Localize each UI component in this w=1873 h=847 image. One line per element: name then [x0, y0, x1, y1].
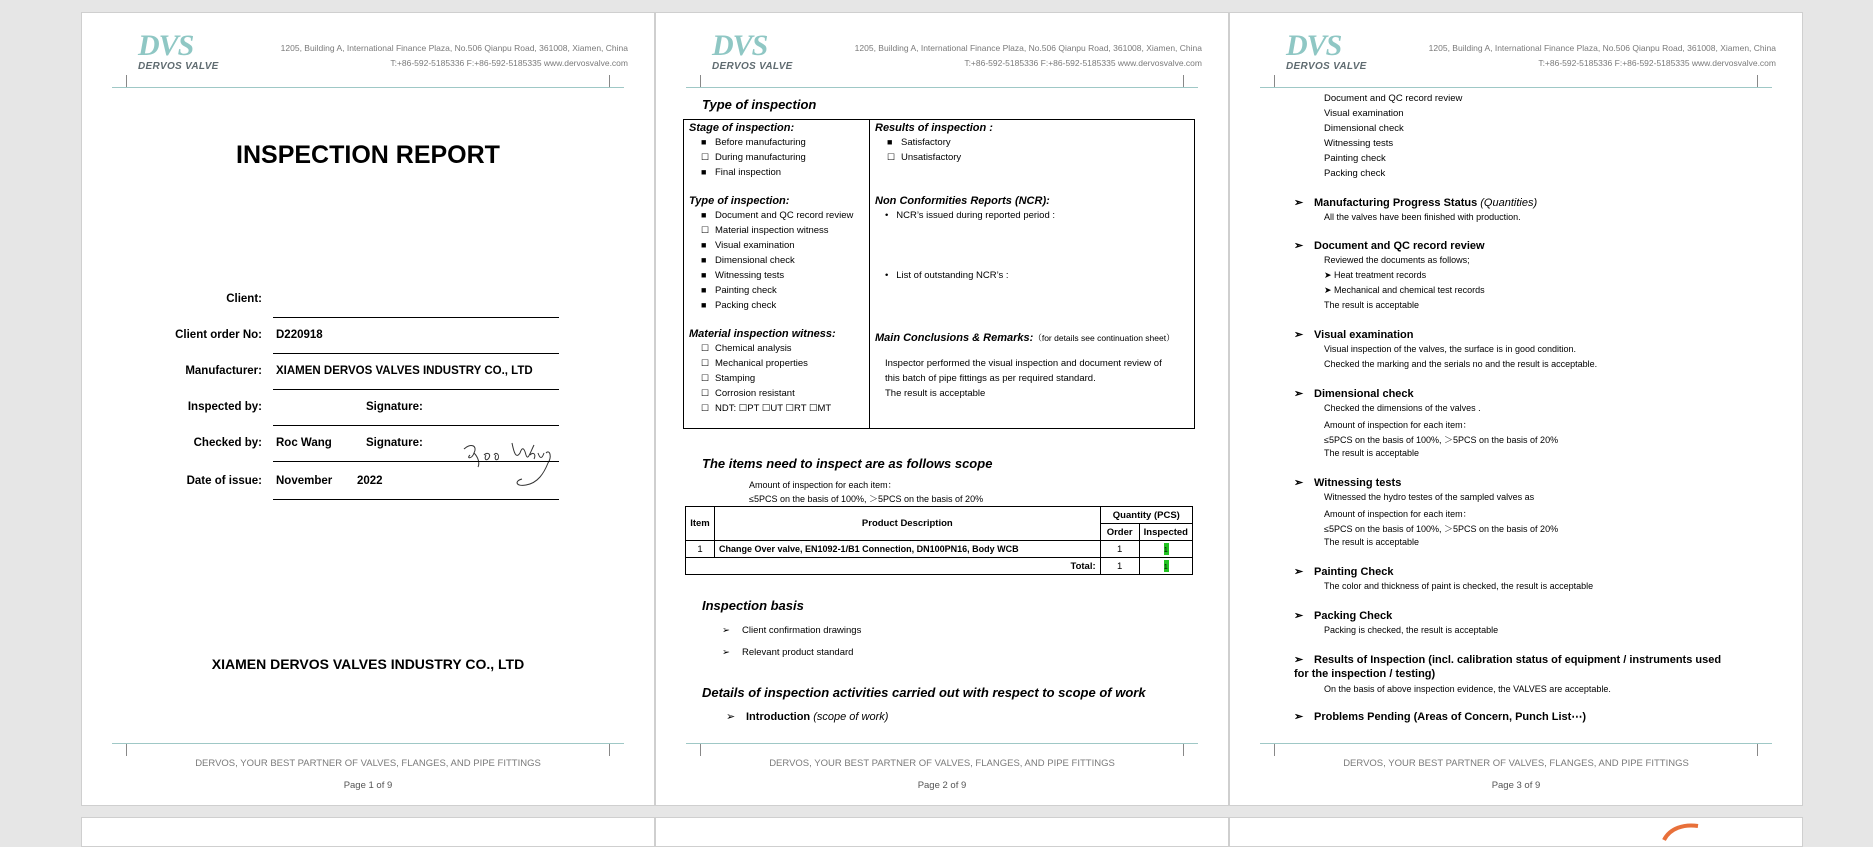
dimensional-text: The result is acceptable — [1324, 448, 1420, 458]
material-item: ☐ Stamping — [701, 373, 756, 384]
logo-subtitle: DERVOS VALVE — [138, 61, 219, 72]
page-number: Page 1 of 9 — [343, 780, 393, 791]
scope-list-item: Painting check — [1324, 153, 1386, 164]
signature-label-2: Signature: — [366, 437, 423, 449]
doc-text: ➤ Mechanical and chemical test records — [1324, 285, 1485, 295]
header-rule — [1260, 87, 1772, 88]
packing-heading: ➢ Packing Check — [1294, 610, 1393, 622]
witnessing-text: ≤5PCS on the basis of 100%, ＞5PCS on the basis of 20% — [1324, 524, 1559, 534]
arrow-icon: ➢ — [1294, 477, 1304, 489]
contact-line: T:+86-592-5185336 F:+86-592-5185335 www.dervosvalve.com — [1538, 58, 1776, 68]
header-item: Item — [686, 507, 715, 541]
visual-heading: ➢ Visual examination — [1294, 329, 1414, 341]
checkbox-icon: ☐ — [887, 152, 896, 162]
stage-item: ☐ During manufacturing — [701, 152, 806, 163]
arrow-icon: ➢ — [1294, 711, 1304, 723]
checkbox-icon: ■ — [887, 137, 893, 147]
checkbox-icon: ■ — [701, 270, 707, 280]
type-item: ■ Packing check — [701, 300, 777, 311]
dimensional-heading: ➢ Dimensional check — [1294, 388, 1414, 400]
page-5-preview — [655, 817, 1229, 847]
date-month: November — [276, 475, 333, 487]
results-heading: ➢ Results of Inspection (incl. calibration status of equipment / instruments used — [1294, 654, 1722, 666]
total-order: 1 — [1100, 558, 1139, 575]
cell-item: 1 — [686, 541, 715, 558]
logo-text: DVS — [712, 29, 768, 62]
inspected-by-label: Inspected by: — [187, 401, 262, 413]
checked-underline — [273, 461, 559, 462]
order-underline — [273, 353, 559, 354]
type-item: ■ Witnessing tests — [701, 270, 785, 281]
doc-text: ➤ Heat treatment records — [1324, 270, 1427, 280]
checkbox-icon: ☐ — [701, 373, 710, 383]
header-address — [281, 41, 628, 71]
basis-item: ➢ Client confirmation drawings — [722, 625, 862, 636]
ncr-title: Non Conformities Reports (NCR): — [875, 195, 1050, 207]
header-description: Product Description — [715, 507, 1101, 541]
checkbox-icon: ■ — [701, 240, 707, 250]
order-label: Client order No: — [175, 329, 262, 341]
arrow-icon: ➢ — [1294, 610, 1304, 622]
client-label: Client: — [226, 293, 262, 305]
header-address — [1429, 41, 1776, 71]
table-header-row — [686, 507, 1193, 524]
stage-item: ■ Before manufacturing — [701, 137, 806, 148]
details-heading: Details of inspection activities carried out with respect to scope of work — [702, 685, 1146, 700]
checkbox-icon: ☐ — [701, 358, 710, 368]
page-4-preview — [81, 817, 655, 847]
footer-corner-right — [609, 743, 624, 756]
footer-tagline: DERVOS, YOUR BEST PARTNER OF VALVES, FLANGES, AND PIPE FITTINGS — [195, 758, 541, 769]
table-row — [686, 541, 1193, 558]
contact-line: T:+86-592-5185336 F:+86-592-5185335 www.dervosvalve.com — [964, 58, 1202, 68]
scope-line: Amount of inspection for each item： — [749, 480, 897, 490]
page-2 — [655, 12, 1229, 806]
ncr-item: • List of outstanding NCR’s : — [885, 270, 1009, 281]
arrow-icon: ➢ — [722, 625, 730, 636]
header-rule — [686, 87, 1198, 88]
visual-text: Visual inspection of the valves, the surface is in good condition. — [1324, 344, 1576, 354]
logo-text: DVS — [138, 29, 194, 62]
checkbox-icon: ■ — [701, 255, 707, 265]
manufacturer-value: XIAMEN DERVOS VALVES INDUSTRY CO., LTD — [276, 365, 533, 377]
page-number: Page 3 of 9 — [1491, 780, 1541, 791]
date-label: Date of issue: — [186, 475, 262, 487]
stage-title: Stage of inspection: — [689, 122, 795, 134]
material-item: ☐ Corrosion resistant — [701, 388, 795, 399]
mps-text: All the valves have been finished with production. — [1324, 212, 1521, 222]
basis-heading: Inspection basis — [702, 598, 804, 613]
arrow-icon: ➢ — [1294, 329, 1304, 341]
address-line: 1205, Building A, International Finance Plaza, No.506 Qianpu Road, 361008, Xiamen, China — [280, 43, 628, 53]
total-inspected: 1 — [1139, 558, 1192, 575]
table-total-row — [686, 558, 1193, 575]
doc-text: Reviewed the documents as follows; — [1324, 255, 1470, 265]
header-inspected: Inspected — [1139, 524, 1192, 541]
logo-fragment-icon — [1660, 820, 1700, 842]
material-item: ☐ NDT: ☐PT ☐UT ☐RT ☐MT — [701, 403, 832, 414]
material-title: Material inspection witness: — [689, 328, 836, 340]
cell-inspected: 1 — [1139, 541, 1192, 558]
arrow-icon: ➢ — [1294, 566, 1304, 578]
footer-rule — [686, 743, 1198, 744]
date-year: 2022 — [357, 475, 383, 487]
visual-text: Checked the marking and the serials no and the result is acceptable. — [1324, 359, 1598, 369]
conclusions-text: Inspector performed the visual inspection and document review of — [885, 358, 1162, 369]
conclusions-text: The result is acceptable — [885, 388, 986, 399]
arrow-icon: ➢ — [1294, 240, 1304, 252]
painting-text: The color and thickness of paint is checked, the result is acceptable — [1324, 581, 1594, 591]
dimensional-text: Amount of inspection for each item： — [1324, 420, 1472, 430]
results-heading-cont: for the inspection / testing) — [1294, 668, 1436, 680]
page-6-preview — [1229, 817, 1803, 847]
footer-corner-left — [686, 743, 701, 756]
page-3 — [1229, 12, 1803, 806]
footer-tagline: DERVOS, YOUR BEST PARTNER OF VALVES, FLANGES, AND PIPE FITTINGS — [1343, 758, 1689, 769]
results-item: ■ Satisfactory — [887, 137, 951, 148]
company-name: XIAMEN DERVOS VALVES INDUSTRY CO., LTD — [211, 656, 525, 672]
footer-corner-left — [1260, 743, 1275, 756]
results-title: Results of inspection : — [875, 122, 993, 134]
company-logo — [1286, 31, 1372, 75]
arrow-icon: ➢ — [1294, 197, 1304, 209]
arrow-icon: ➢ — [1294, 388, 1304, 400]
checkbox-icon: ☐ — [701, 403, 710, 413]
packing-text: Packing is checked, the result is acceptable — [1324, 625, 1499, 635]
arrow-icon: ➢ — [1294, 654, 1304, 666]
type-item: ■ Painting check — [701, 285, 777, 296]
header-rule — [112, 87, 624, 88]
results-item: ☐ Unsatisfactory — [887, 152, 962, 163]
contact-line: T:+86-592-5185336 F:+86-592-5185335 www.dervosvalve.com — [390, 58, 628, 68]
dimensional-text: Checked the dimensions of the valves . — [1324, 403, 1481, 413]
checkbox-icon: ☐ — [701, 152, 710, 162]
summary-divider — [869, 119, 870, 429]
checked-by-value: Roc Wang — [276, 437, 332, 449]
scope-list-item: Document and QC record review — [1324, 93, 1463, 104]
header-address — [855, 41, 1202, 71]
header-quantity: Quantity (PCS) — [1100, 507, 1192, 524]
witnessing-text: Witnessed the hydro testes of the sampled valves as — [1324, 492, 1535, 502]
checkbox-icon: ■ — [701, 210, 707, 220]
items-table — [685, 506, 1193, 575]
mps-heading: ➢ Manufacturing Progress Status (Quantities) — [1294, 197, 1538, 209]
checkbox-icon: ■ — [701, 285, 707, 295]
type-item: ■ Visual examination — [701, 240, 795, 251]
signature-label: Signature: — [366, 401, 423, 413]
dimensional-text: ≤5PCS on the basis of 100%, ＞5PCS on the basis of 20% — [1324, 435, 1559, 445]
address-line: 1205, Building A, International Finance Plaza, No.506 Qianpu Road, 361008, Xiamen, China — [854, 43, 1202, 53]
total-label: Total: — [686, 558, 1101, 575]
arrow-icon: ➢ — [722, 647, 730, 658]
footer-corner-left — [112, 743, 127, 756]
footer-corner-right — [1183, 743, 1198, 756]
stage-item: ■ Final inspection — [701, 167, 782, 178]
footer-rule — [1260, 743, 1772, 744]
conclusions-title: Main Conclusions & Remarks:（for details see continuation sheet） — [875, 332, 1175, 344]
scope-list-item: Packing check — [1324, 168, 1386, 179]
address-line: 1205, Building A, International Finance Plaza, No.506 Qianpu Road, 361008, Xiamen, China — [1428, 43, 1776, 53]
arrow-icon: ➢ — [726, 711, 736, 723]
material-item: ☐ Mechanical properties — [701, 358, 808, 369]
type-item: ■ Dimensional check — [701, 255, 795, 266]
doc-heading: ➢ Document and QC record review — [1294, 240, 1485, 252]
type-title: Type of inspection: — [689, 195, 790, 207]
scope-list-item: Visual examination — [1324, 108, 1404, 119]
checkbox-icon: ☐ — [701, 225, 710, 235]
doc-text: The result is acceptable — [1324, 300, 1420, 310]
conclusions-text: this batch of pipe fittings as per required standard. — [885, 373, 1096, 384]
order-value: D220918 — [276, 329, 323, 341]
witnessing-text: The result is acceptable — [1324, 537, 1420, 547]
client-underline — [273, 317, 559, 318]
scope-list-item: Witnessing tests — [1324, 138, 1394, 149]
page-1 — [81, 12, 655, 806]
material-item: ☐ Chemical analysis — [701, 343, 792, 354]
date-underline — [273, 499, 559, 500]
inspected-underline — [273, 425, 559, 426]
logo-text: DVS — [1286, 29, 1342, 62]
scope-line: ≤5PCS on the basis of 100%, ＞5PCS on the basis of 20% — [749, 494, 984, 504]
footer-tagline: DERVOS, YOUR BEST PARTNER OF VALVES, FLANGES, AND PIPE FITTINGS — [769, 758, 1115, 769]
checkbox-icon: ☐ — [701, 388, 710, 398]
report-title: INSPECTION REPORT — [236, 141, 500, 169]
results-text: On the basis of above inspection evidence, the VALVES are acceptable. — [1324, 684, 1611, 694]
header-order: Order — [1100, 524, 1139, 541]
witnessing-heading: ➢ Witnessing tests — [1294, 477, 1402, 489]
cell-description: Change Over valve, EN1092-1/B1 Connection, DN100PN16, Body WCB — [715, 541, 1101, 558]
basis-item: ➢ Relevant product standard — [722, 647, 854, 658]
ncr-item: • NCR’s issued during reported period : — [885, 210, 1056, 221]
type-item: ☐ Material inspection witness — [701, 225, 829, 236]
problems-heading: ➢ Problems Pending (Areas of Concern, Punch List⋯) — [1294, 711, 1586, 723]
scope-heading: The items need to inspect are as follows scope — [702, 456, 993, 471]
logo-subtitle: DERVOS VALVE — [712, 61, 793, 72]
type-heading: Type of inspection — [702, 97, 817, 112]
cell-order: 1 — [1100, 541, 1139, 558]
company-logo — [712, 31, 798, 75]
footer-rule — [112, 743, 624, 744]
checkbox-icon: ☐ — [701, 343, 710, 353]
manufacturer-underline — [273, 389, 559, 390]
checkbox-icon: ■ — [701, 167, 707, 177]
scope-list-item: Dimensional check — [1324, 123, 1404, 134]
manufacturer-label: Manufacturer: — [185, 365, 262, 377]
type-item: ■ Document and QC record review — [701, 210, 854, 221]
introduction-item: ➢ Introduction (scope of work) — [726, 711, 889, 723]
page-number: Page 2 of 9 — [917, 780, 967, 791]
checkbox-icon: ■ — [701, 300, 707, 310]
checkbox-icon: ■ — [701, 137, 707, 147]
logo-subtitle: DERVOS VALVE — [1286, 61, 1367, 72]
company-logo — [138, 31, 224, 75]
footer-corner-right — [1757, 743, 1772, 756]
painting-heading: ➢ Painting Check — [1294, 566, 1394, 578]
checked-by-label: Checked by: — [193, 437, 262, 449]
witnessing-text: Amount of inspection for each item： — [1324, 509, 1472, 519]
